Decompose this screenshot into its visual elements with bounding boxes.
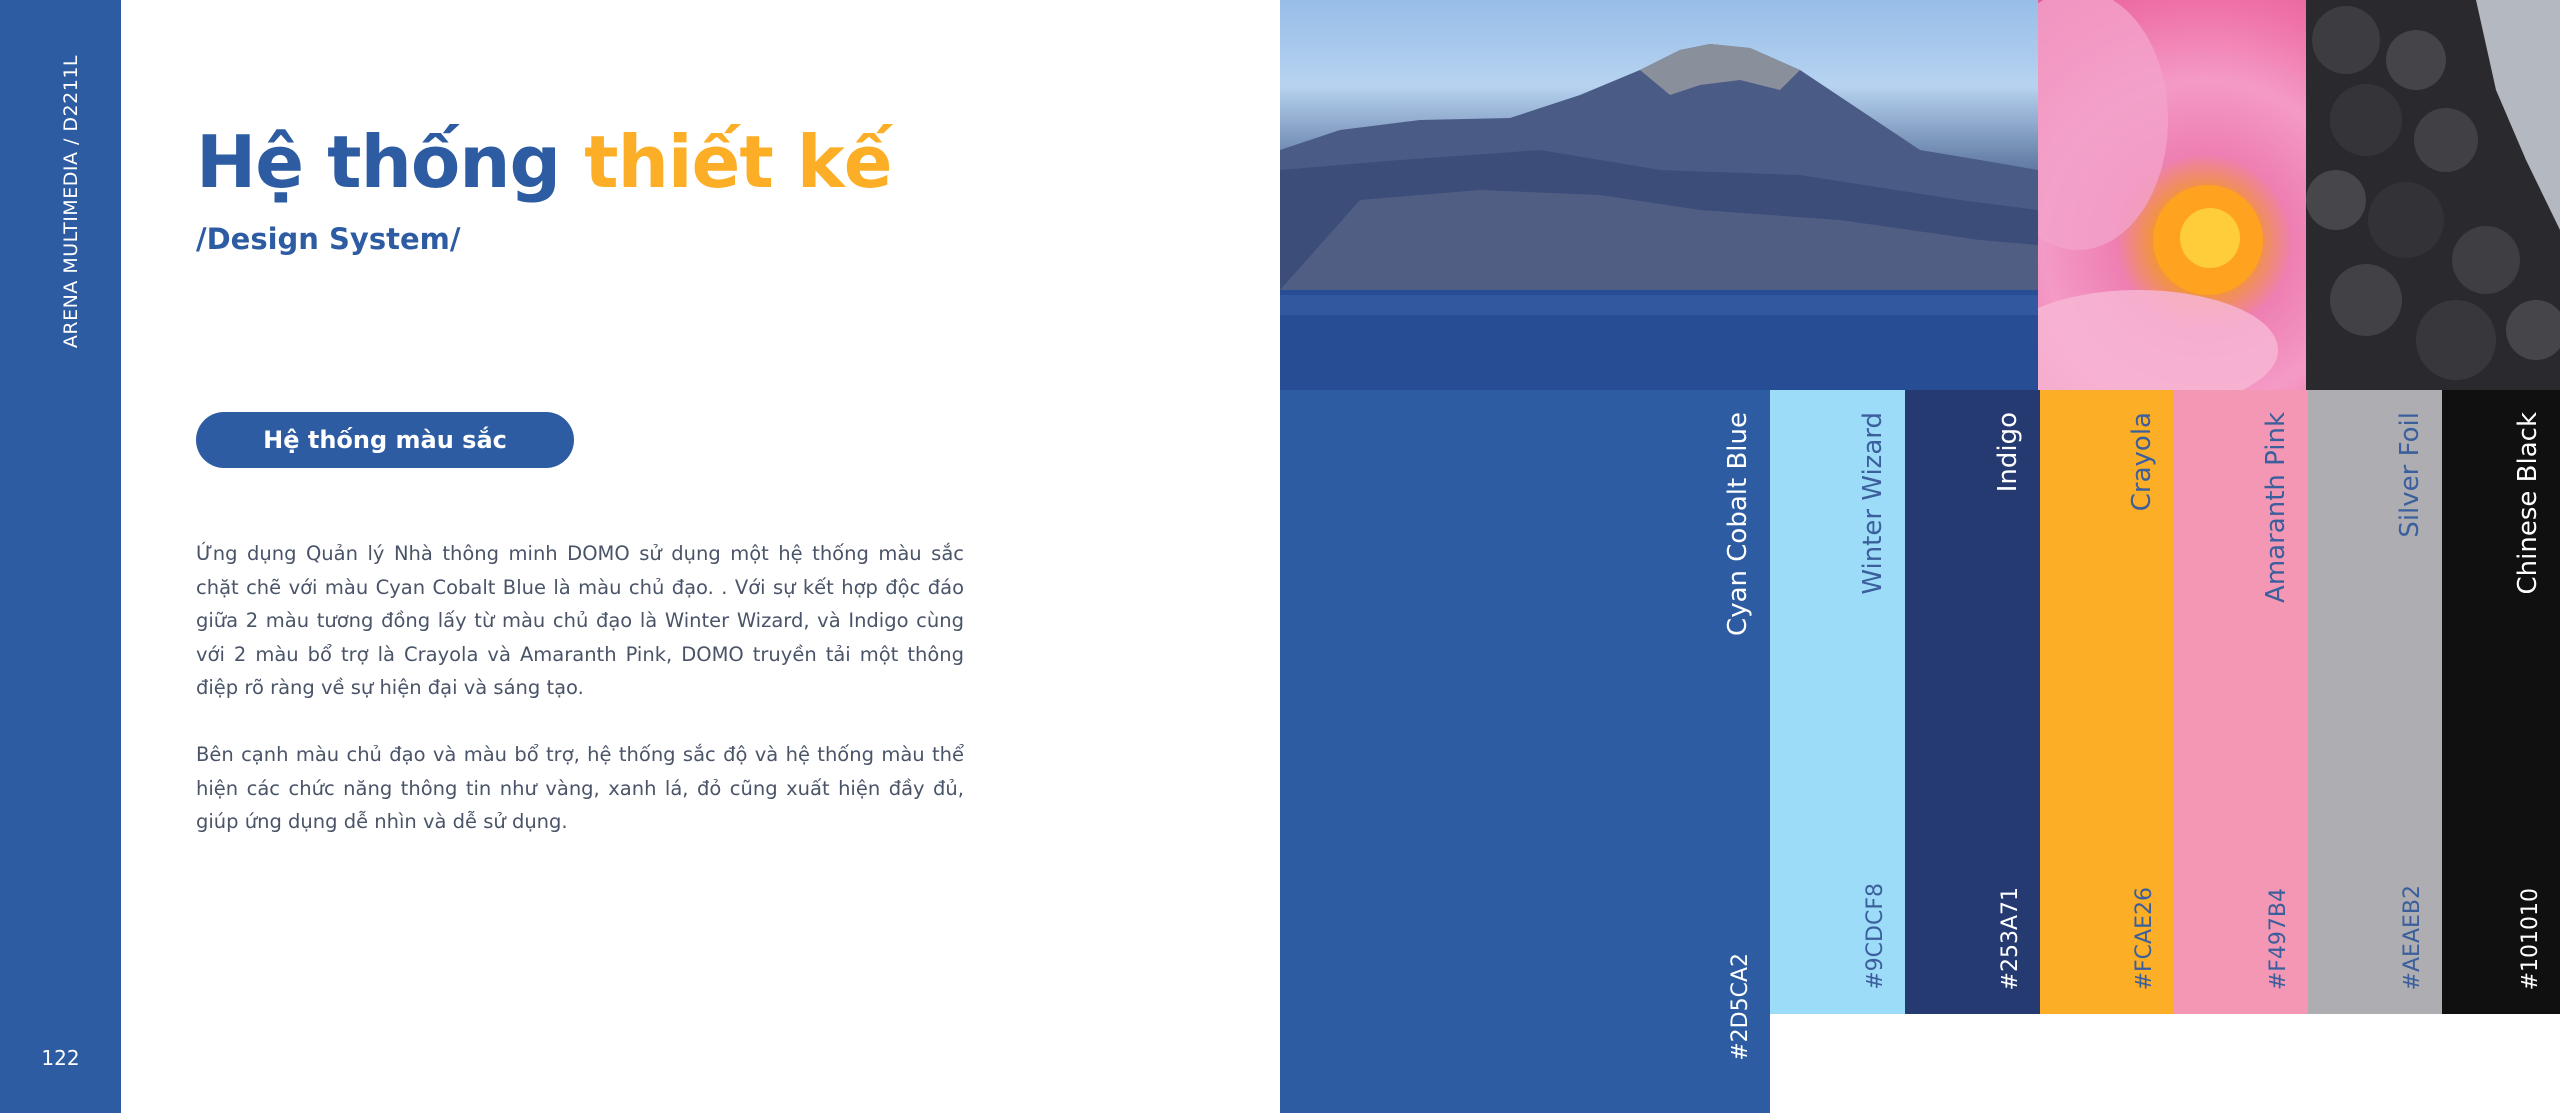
rocks-illustration xyxy=(2306,0,2560,390)
flower-illustration xyxy=(2038,0,2306,390)
page-title xyxy=(196,120,892,204)
swatch-amaranth-pink xyxy=(2174,390,2308,1014)
swatch-hex: #9CDCF8 xyxy=(1863,883,1888,990)
swatch-crayola xyxy=(2040,390,2174,1014)
swatch-hex: #FCAE26 xyxy=(2132,886,2157,990)
pink-flower-photo xyxy=(2038,0,2306,390)
lake-mountain-illustration xyxy=(1280,0,2038,390)
swatch-name: Chinese Black xyxy=(2513,412,2543,595)
swatch-winter-wizard xyxy=(1770,390,1905,1014)
body-paragraph-2: Bên cạnh màu chủ đạo và màu bổ trợ, hệ thống sắc độ và hệ thống màu thể hiện các chức năng thông tin như vàng, xanh lá, đỏ cũng xuất hiện đầy đủ, giúp ứng dụng dễ nhìn và dễ sử dụng. xyxy=(196,743,964,833)
swatch-hex: #2D5CA2 xyxy=(1728,953,1753,1061)
swatch-name: Cyan Cobalt Blue xyxy=(1723,412,1753,636)
swatch-hex: #AEAEB2 xyxy=(2400,884,2425,990)
sidebar xyxy=(0,0,121,1113)
swatch-silver-foil xyxy=(2308,390,2442,1014)
black-rocks-photo xyxy=(2306,0,2560,390)
sidebar-label: ARENA MULTIMEDIA / D2211L xyxy=(60,55,82,349)
swatch-hex: #F497B4 xyxy=(2266,887,2291,990)
color-system-button[interactable]: Hệ thống màu sắc xyxy=(196,412,574,468)
lake-mountain-photo xyxy=(1280,0,2038,390)
swatch-name: Indigo xyxy=(1993,412,2023,493)
title-accent: thiết kế xyxy=(584,120,892,204)
swatch-hex: #101010 xyxy=(2518,887,2543,990)
swatch-hex: #253A71 xyxy=(1998,886,2023,990)
swatch-indigo xyxy=(1905,390,2040,1014)
swatch-cyan-cobalt-blue xyxy=(1280,390,1770,1113)
swatch-name: Winter Wizard xyxy=(1858,412,1888,595)
page-subtitle: /Design System/ xyxy=(196,222,461,256)
page-number: 122 xyxy=(41,1046,80,1070)
swatch-chinese-black xyxy=(2442,390,2560,1014)
body-paragraph-1: Ứng dụng Quản lý Nhà thông minh DOMO sử dụng một hệ thống màu sắc chặt chẽ với màu Cyan Cobalt Blue là màu chủ đạo. . Với sự kết hợp độc đáo giữa 2 màu tương đồng lấy từ màu chủ đạo là Winter Wizard, và Indigo cùng với 2 màu bổ trợ là Crayola và Amaranth Pink, DOMO truyền tải một thông điệp rõ ràng về sự hiện đại và sáng tạo. xyxy=(196,542,964,699)
swatch-name: Silver Foil xyxy=(2395,412,2425,538)
swatch-name: Crayola xyxy=(2127,412,2157,512)
title-main: Hệ thống xyxy=(196,120,561,204)
swatch-name: Amaranth Pink xyxy=(2261,412,2291,603)
